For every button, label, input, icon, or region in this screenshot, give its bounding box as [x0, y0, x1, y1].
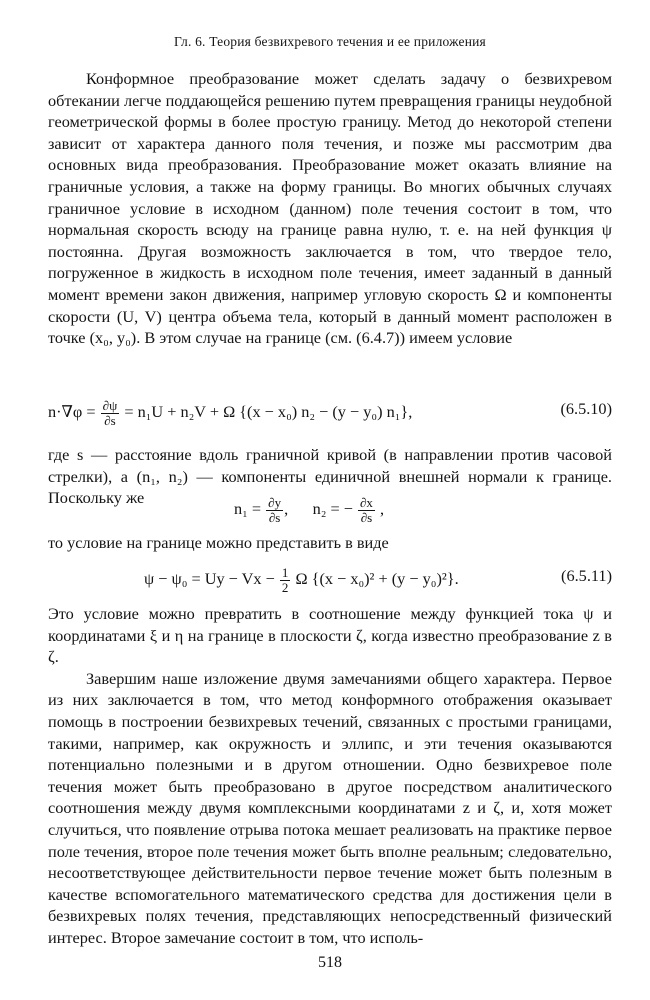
- eq3-rhs: Ω {(x − x₀)² + (y − y₀)²}.: [295, 569, 459, 589]
- eq3-frac-den: 2: [281, 580, 289, 595]
- equation-normals: [48, 490, 612, 526]
- equation-number-6-5-11: (6.5.11): [561, 566, 612, 585]
- text-block-1: [48, 68, 612, 349]
- paragraph-stream-function: Это условие можно превратить в соотношение между функцией тока ψ и координатами ξ и η на границе в плоскости ζ, когда известно преобразование z в ζ.: [48, 604, 612, 667]
- eq2-n2-lhs: n₂ = −: [312, 499, 353, 519]
- eq1-rhs: = n₁U + n₂V + Ω {(x − x₀) n₂ − (y − y₀) n₁},: [124, 402, 413, 422]
- eq2-n1-den: ∂s: [268, 510, 281, 525]
- eq3-frac-num: 1: [281, 565, 289, 580]
- text-block-3: [48, 532, 612, 554]
- eq2-n2-fraction: [358, 496, 375, 525]
- eq2-n2-den: ∂s: [360, 510, 373, 525]
- paragraph-conformal-transformation: Конформное преобразование может сделать задачу о безвихревом обтекании легче поддающейся решению путем превращения границы неудобной геометрической формы в более простую границу. Метод до некоторой степени зависит от характера данного поля течения, и позже мы рассмотрим два основных вида преобразования. Преобразование может оказать влияние на граничные условия, а также на форму границы. Во многих обычных случаях граничное условие в исходном (данном) поле течения состоит в том, что нормальная скорость всюду на границе равна нулю, т. е. на ней функция ψ постоянна. Другая возможность заключается в том, что твердое тело, погруженное в жидкость в исходном поле течения, имеет заданный в данный момент времени закон движения, например угловую скорость Ω и компоненты скорости (U, V) центра объема тела, который в данный момент расположен в точке (x₀, y₀). В этом случае на границе (см. (6.4.7)) имеем условие: [48, 69, 612, 348]
- equation-6-5-10: [48, 395, 612, 431]
- text-block-4: [48, 603, 612, 949]
- running-header: Гл. 6. Теория безвихревого течения и ее приложения: [174, 34, 486, 49]
- equation-6-5-11: [48, 560, 612, 596]
- equation-normals-formula: [234, 496, 384, 525]
- paragraph-boundary-condition: то условие на границе можно представить в виде: [48, 533, 389, 552]
- eq2-n1-num: ∂y: [268, 495, 282, 510]
- eq3-fraction: [280, 566, 291, 595]
- eq2-n1-fraction: [266, 496, 283, 525]
- eq2-n2-num: ∂x: [360, 495, 373, 510]
- eq2-sep: ,: [284, 499, 289, 519]
- paragraph-where-s: где s — расстояние вдоль граничной кривой (в направлении против часовой стрелки), а (n₁, n₂) — компоненты единичной внешней нормали к границе. Поскольку же: [48, 445, 612, 508]
- equation-number-6-5-10: (6.5.10): [560, 399, 612, 418]
- eq1-lhs: n·∇φ =: [48, 402, 96, 422]
- paragraph-concluding-remarks: Завершим наше изложение двумя замечаниями общего характера. Первое из них заключается в том, что метод конформного отображения оказывает помощь в построении безвихревых течений, связанных с простыми границами, такими, например, как окружность и эллипс, и эти течения оказываются потенциально полезными и в другом отношении. Одно безвихревое поле течения может быть преобразовано в другое посредством аналитического соотношения между двумя комплексными координатами z и ζ, и, хотя может случиться, что появление отрыва потока мешает реализовать на практике первое поле течения, второе поле течения может быть вполне реальным; следовательно, несоответствующее действительности первое течение может быть полезным в качестве вспомогательного математического средства для достижения цели в безвихревых полях течения, представляющих непосредственный физический интерес. Второе замечание состоит в том, что исполь-: [48, 668, 612, 947]
- eq2-end: ,: [380, 499, 385, 519]
- eq1-frac-den: ∂s: [104, 413, 116, 428]
- eq1-frac-num: ∂ψ: [102, 398, 118, 413]
- page-number: 518: [318, 954, 342, 971]
- eq2-n1-lhs: n₁ =: [234, 499, 262, 519]
- equation-6-5-10-formula: [48, 399, 412, 428]
- eq3-lhs: ψ − ψ₀ = Uy − Vx −: [144, 569, 275, 589]
- equation-6-5-11-formula: [144, 566, 459, 595]
- eq1-fraction: [101, 399, 120, 428]
